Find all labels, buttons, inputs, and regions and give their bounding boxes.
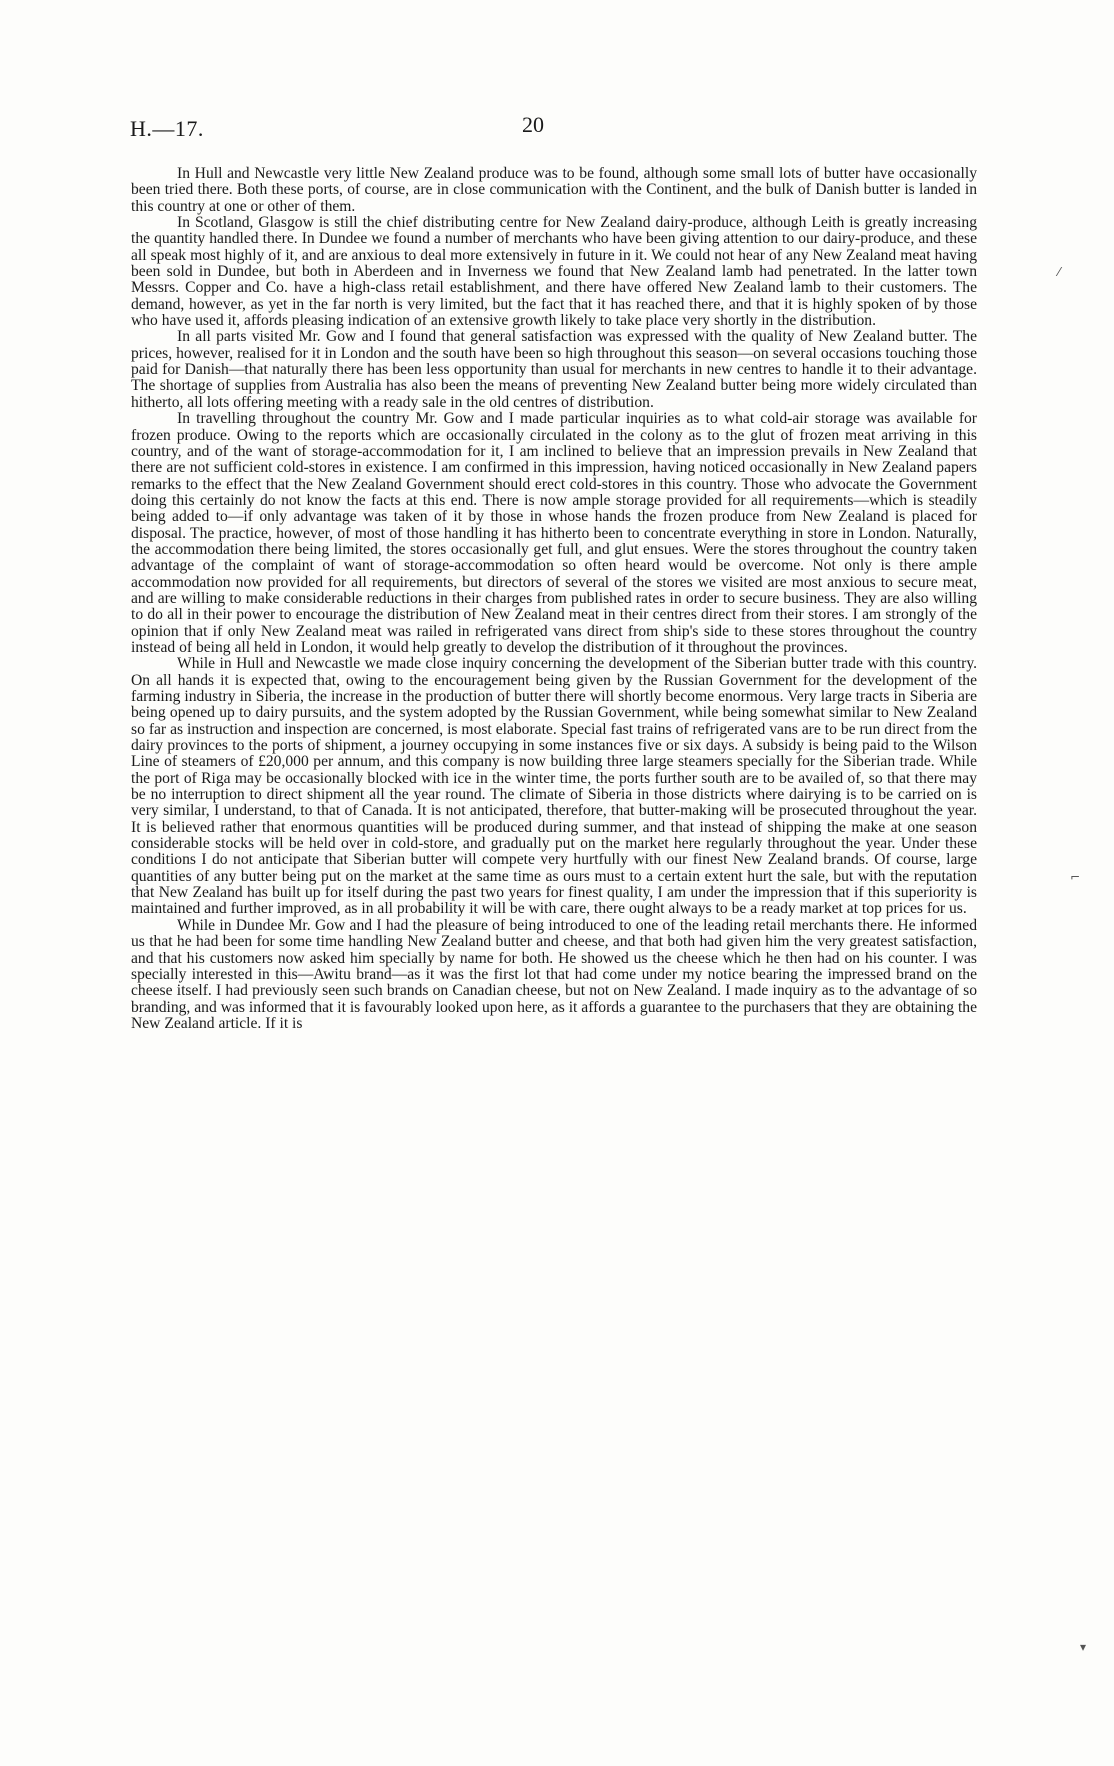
page-header bbox=[130, 112, 980, 146]
margin-tick-mark: ▾ bbox=[1080, 1640, 1087, 1654]
paragraph-scotland: In Scotland, Glasgow is still the chief distributing centre for New Zealand dairy-produce, although Leith is greatly increasing the quantity handled there. In Dundee we found a number of merchants who have been giving attention to our dairy-produce, and these all speak most highly of it, and are anxious to deal more extensively in future in it. We could not hear of any New Zealand meat having been sold in Dundee, but both in Aberdeen and in Inverness we found that New Zealand lamb had penetrated. In the latter town Messrs. Copper and Co. have a high-class retail establishment, and there have offered New Zealand lamb to their customers. The demand, however, as yet in the far north is very limited, but the fact that it has reached there, and that it is highly spoken of by those who have used it, affords pleasing indication of an extensive growth likely to take place very shortly in the distribution. bbox=[131, 214, 977, 330]
page-number: 20 bbox=[522, 112, 544, 137]
document-reference: H.—17. bbox=[130, 116, 204, 141]
paragraph-cold-storage: In travelling throughout the country Mr. Gow and I made particular inquiries as to what cold-air storage was available for frozen produce. Owing to the reports which are occasionally circulated in the colony as to the glut of frozen meat arriving in this country, and of the want of storage-accommodation for it, I am inclined to believe that an impression prevails in New Zealand that there are not sufficient cold-stores in existence. I am confirmed in this impression, having noticed occasionally in New Zealand papers remarks to the effect that the New Zealand Government should erect cold-stores in this country. Those who advocate the Government doing this certainly do not know the facts at this end. There is now ample storage provided for all requirements—which is steadily being added to—if only advantage was taken of it by those in whose hands the frozen produce from New Zealand is placed for disposal. The practice, however, of most of those handling it has hitherto been to concentrate everything in store in London. Naturally, the accommodation there being limited, the stores occasionally get full, and glut ensues. Were the stores throughout the country taken advantage of the complaint of want of storage-accommodation so often heard would be overcome. Not only is there ample accommodation now provided for all requirements, but directors of several of the stores we visited are most anxious to secure meat, and are willing to make considerable reductions in their charges from published rates in order to secure business. They are also willing to do all in their power to encourage the distribution of New Zealand meat in their centres direct from their stores. I am strongly of the opinion that if only New Zealand meat was railed in refrigerated vans direct from ship's side to these stores throughout the country instead of being all held in London, it would help greatly to develop the distribution of it throughout the provinces. bbox=[131, 410, 977, 656]
paragraph-dundee-cheese: While in Dundee Mr. Gow and I had the pleasure of being introduced to one of the leading retail merchants there. He informed us that he had been for some time handling New Zealand butter and cheese, and that both had given him the very greatest satisfaction, and that his customers now asked him specially by name for both. He showed us the cheese which he then had on his counter. I was specially interested in this—Awitu brand—as it was the first lot that had come under my notice bearing the impressed brand on the cheese itself. I had previously seen such brands on Canadian cheese, but not on New Zealand. I made inquiry as to the advantage of so branding, and was informed that it is favourably looked upon here, as it affords a guarantee to the purchasers that they are obtaining the New Zealand article. If it is bbox=[131, 916, 977, 1032]
paragraph-siberian-butter: While in Hull and Newcastle we made close inquiry concerning the development of the Siberian butter trade with this country. On all hands it is expected that, owing to the encouragement being given by the Russian Government for the development of the farming industry in Siberia, the increase in the production of butter there will shortly become enormous. Very large tracts in Siberia are being opened up to dairy pursuits, and the system adopted by the Russian Government, while being somewhat similar to New Zealand so far as instruction and inspection are concerned, is most elaborate. Special fast trains of refrigerated vans are to be run direct from the dairy provinces to the ports of shipment, a journey occupying in some instances five or six days. A subsidy is being paid to the Wilson Line of steamers of £20,000 per annum, and this company is now building three large steamers specially for the Siberian trade. While the port of Riga may be occasionally blocked with ice in the winter time, the ports further south are to be availed of, so that there may be no interruption to direct shipment all the year round. The climate of Siberia in those districts where dairying is to be carried on is very similar, I understand, to that of Canada. It is not anticipated, therefore, that butter-making will be prosecuted throughout the year. It is believed rather that enormous quantities will be produced during summer, and that instead of shipping the make at one season considerable stocks will be held over in cold-store, and gradually put on the market here regularly throughout the year. Under these conditions I do not anticipate that Siberian butter will compete very hurtfully with our finest New Zealand brands. Of course, large quantities of any butter being put on the market at the same time as ours must to a certain extent hurt the sale, but with the reputation that New Zealand has built up for itself during the past two years for finest quality, I am under the impression that if this superiority is maintained and further improved, as in all probability it will be with care, there ought always to be a ready market at top prices for us. bbox=[131, 655, 977, 918]
paragraph-hull-newcastle: In Hull and Newcastle very little New Zealand produce was to be found, although some small lots of butter have occasionally been tried there. Both these ports, of course, are in close communication with the Continent, and the bulk of Danish butter is landed in this country at one or other of them. bbox=[131, 165, 977, 215]
paragraph-butter-quality: In all parts visited Mr. Gow and I found that general satisfaction was expressed with the quality of New Zealand butter. The prices, however, realised for it in London and the south have been so high throughout this season—on several occasions touching those paid for Danish—that naturally there has been less opportunity than usual for merchants in new centres to handle it to their advantage. The shortage of supplies from Australia has also been the means of preventing New Zealand butter being more widely circulated than hitherto, all lots offering meeting with a ready sale in the old centres of distribution. bbox=[131, 328, 977, 411]
body-text bbox=[131, 166, 977, 1032]
margin-tick-mark: ⌐ bbox=[1070, 870, 1081, 884]
margin-tick-mark: ⁄ bbox=[1058, 265, 1061, 279]
